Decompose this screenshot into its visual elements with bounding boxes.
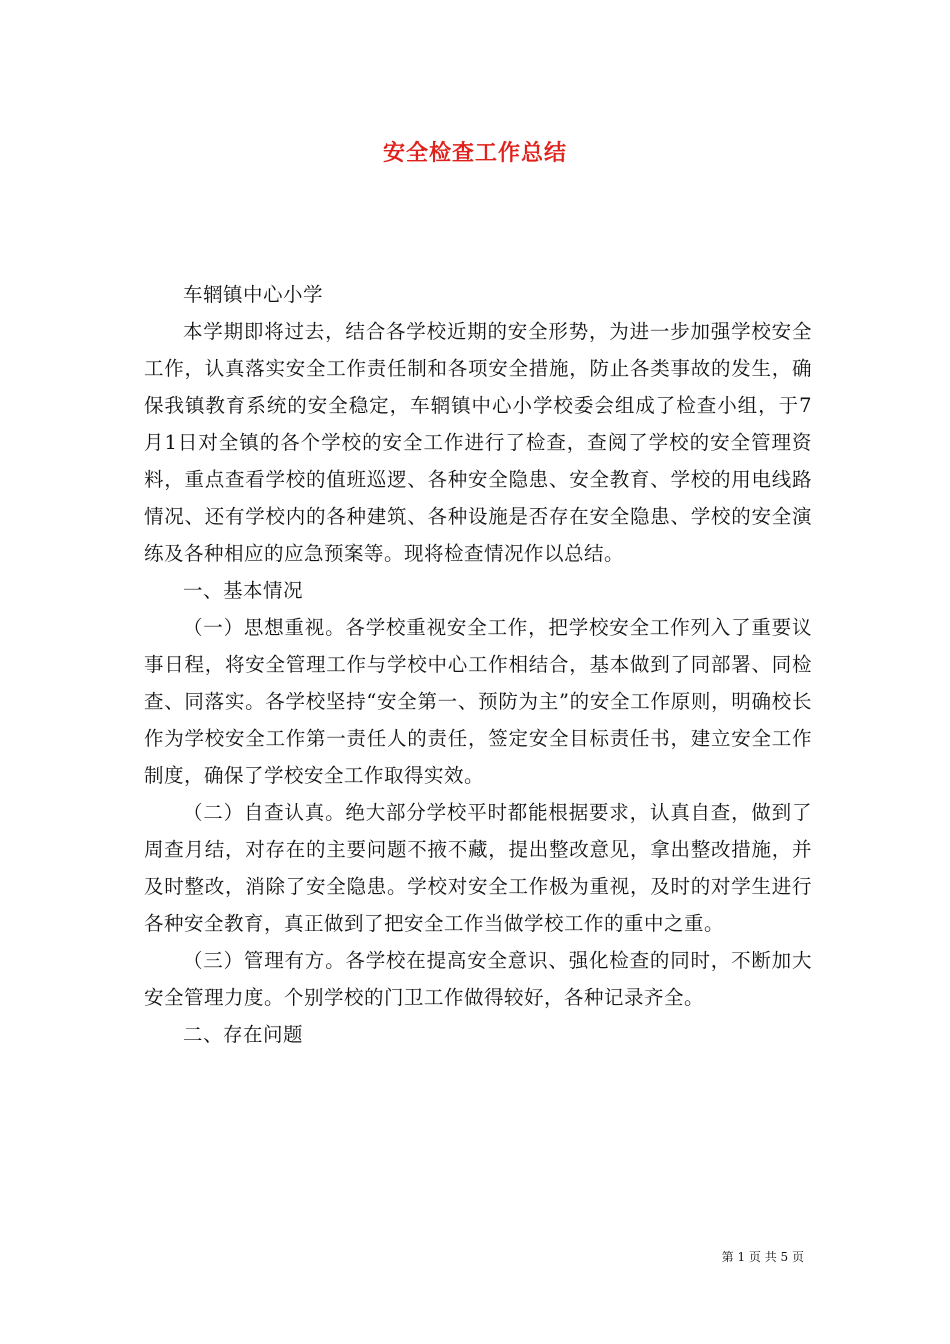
intro-paragraph: 本学期即将过去，结合各学校近期的安全形势，为进一步加强学校安全工作，认真落实安全工作责任制和各项安全措施，防止各类事故的发生，确保我镇教育系统的安全稳定，车辋镇中心小学校委会组成了检查小组，于7月1日对全镇的各个学校的安全工作进行了检查，查阅了学校的安全管理资料，重点查看学校的值班巡逻、各种安全隐患、安全教育、学校的用电线路情况、还有学校内的各种建筑、各种设施是否存在安全隐患、学校的安全演练及各种相应的应急预案等。现将检查情况作以总结。	[144, 320, 812, 565]
paragraph-ideology: （一）思想重视。各学校重视安全工作，把学校安全工作列入了重要议事日程，将安全管理工作与学校中心工作相结合，基本做到了同部署、同检查、同落实。各学校坚持“安全第一、预防为主”的安全工作原则，明确校长作为学校安全工作第一责任人的责任，签定安全目标责任书，建立安全工作制度，确保了学校安全工作取得实效。	[144, 616, 812, 787]
paragraph-self-check: （二）自查认真。绝大部分学校平时都能根据要求，认真自查，做到了周查月结，对存在的主要问题不掖不藏，提出整改意见，拿出整改措施，并及时整改，消除了安全隐患。学校对安全工作极为重视，及时的对学生进行各种安全教育，真正做到了把安全工作当做学校工作的重中之重。	[144, 801, 812, 935]
section-heading-problems: 二、存在问题	[183, 1023, 304, 1046]
section-heading-basic: 一、基本情况	[183, 579, 304, 602]
document-body	[144, 276, 812, 1053]
paragraph-management: （三）管理有方。各学校在提高安全意识、强化检查的同时，不断加大安全管理力度。个别学校的门卫工作做得较好，各种记录齐全。	[144, 949, 812, 1009]
document-title: 安全检查工作总结	[382, 141, 567, 166]
page-number: 第 1 页 共 5 页	[721, 1250, 804, 1264]
school-name: 车辋镇中心小学	[183, 283, 324, 306]
